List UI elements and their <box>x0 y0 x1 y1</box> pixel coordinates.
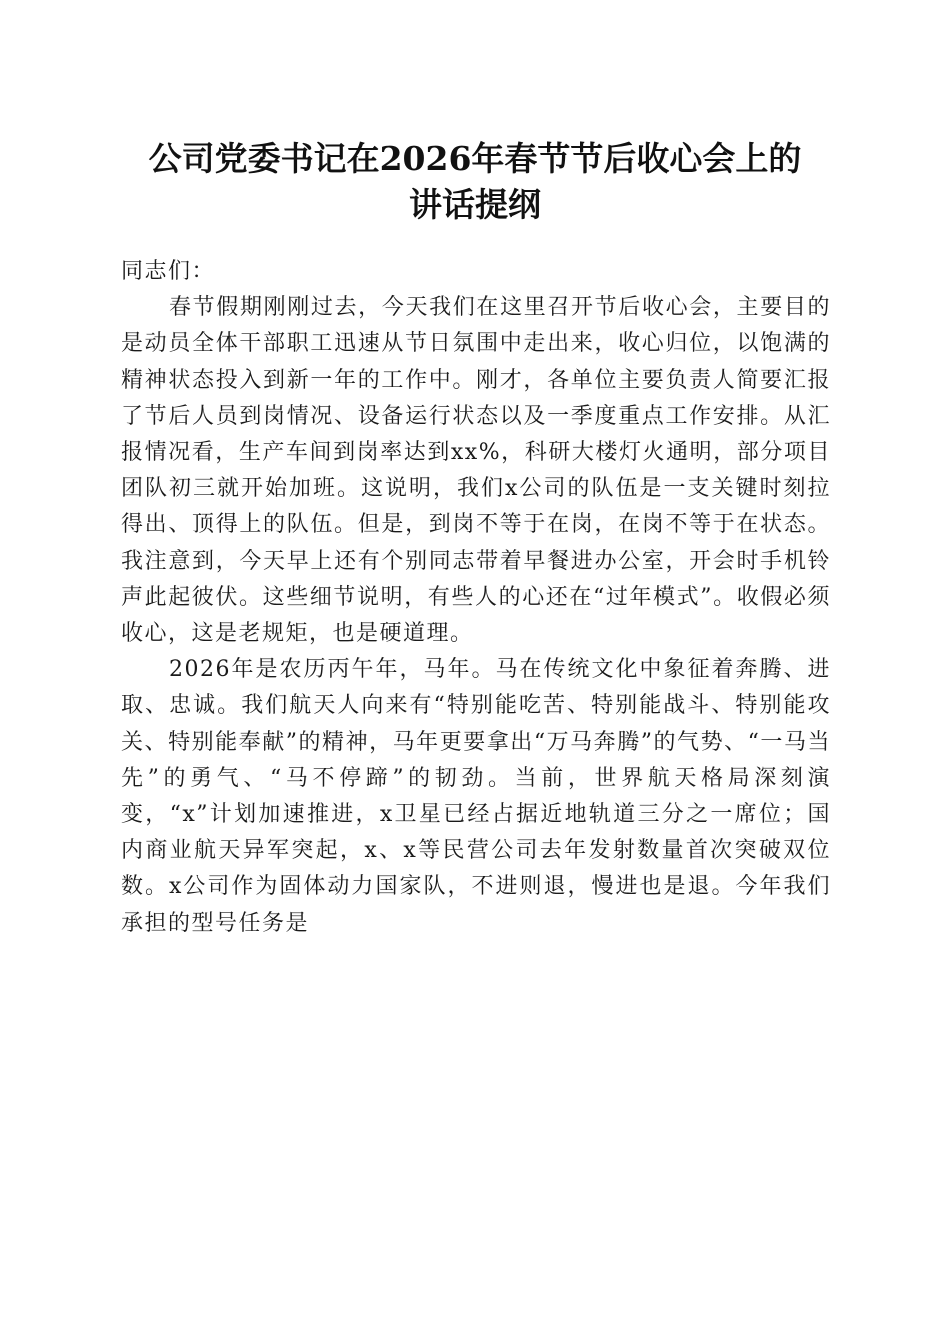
document-body <box>121 254 831 942</box>
page-title <box>100 136 850 228</box>
salutation: 同志们： <box>121 259 216 284</box>
paragraph-2: 2026年是农历丙午年，马年。马在传统文化中象征着奔腾、进取、忠诚。我们航天人向来有“特别能吃苦、特别能战斗、特别能攻关、特别能奉献”的精神，马年更要拿出“万马奔腾”的气势、“一马当先”的勇气、“马不停蹄”的韧劲。当前，世界航天格局深刻演变，“x”计划加速推进，x卫星已经占据近地轨道三分之一席位；国内商业航天异军突起，x、x等民营公司去年发射数量首次突破双位数。x公司作为固体动力国家队，不进则退，慢进也是退。今年我们承担的型号任务是 <box>121 657 831 936</box>
title-line-1: 公司党委书记在2026年春节节后收心会上的 <box>148 139 802 178</box>
title-line-2: 讲话提纲 <box>409 185 541 224</box>
paragraph-1: 春节假期刚刚过去，今天我们在这里召开节后收心会，主要目的是动员全体干部职工迅速从节日氛围中走出来，收心归位，以饱满的精神状态投入到新一年的工作中。刚才，各单位主要负责人简要汇报了节后人员到岗情况、设备运行状态以及一季度重点工作安排。从汇报情况看，生产车间到岗率达到xx%，科研大楼灯火通明，部分项目团队初三就开始加班。这说明，我们x公司的队伍是一支关键时刻拉得出、顶得上的队伍。但是，到岗不等于在岗，在岗不等于在状态。我注意到，今天早上还有个别同志带着早餐进办公室，开会时手机铃声此起彼伏。这些细节说明，有些人的心还在“过年模式”。收假必须收心，这是老规矩，也是硬道理。 <box>121 295 831 647</box>
